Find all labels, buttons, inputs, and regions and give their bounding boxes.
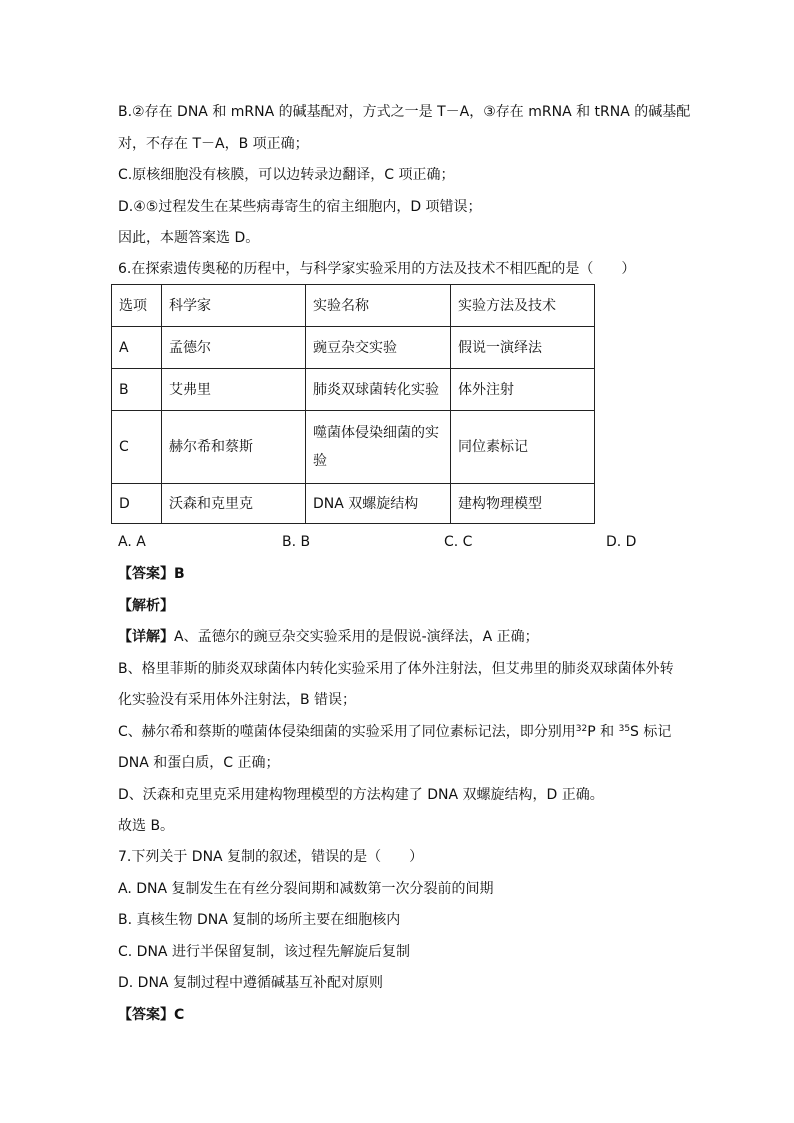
q7-option-a: A. DNA 复制发生在有丝分裂间期和减数第一次分裂前的间期 bbox=[118, 881, 494, 897]
detail-line-b2: 化实验没有采用体外注射法，B 错误； bbox=[118, 692, 357, 708]
explanation-line-c: C.原核细胞没有核膜，可以边转录边翻译，C 项正确； bbox=[118, 167, 455, 183]
q7-option-b: B. 真核生物 DNA 复制的场所主要在细胞核内 bbox=[118, 912, 401, 928]
table-cell: 孟德尔 bbox=[162, 327, 306, 369]
table-cell: 赫尔希和蔡斯 bbox=[162, 411, 306, 484]
option-b: B. B bbox=[282, 534, 311, 550]
isotope-35: 35 bbox=[618, 724, 631, 734]
table-cell: A bbox=[112, 327, 162, 369]
table-cell: 建构物理模型 bbox=[451, 484, 595, 524]
table-cell: 沃森和克里克 bbox=[162, 484, 306, 524]
table-row bbox=[112, 411, 595, 484]
question-6-stem: 6.在探索遗传奥秘的历程中，与科学家实验采用的方法及技术不相匹配的是（ ） bbox=[118, 261, 636, 277]
explanation-line-b2: 对，不存在 T－A，B 项正确； bbox=[118, 136, 309, 152]
explanation-conclusion: 因此，本题答案选 D。 bbox=[118, 230, 260, 246]
table-cell: C bbox=[112, 411, 162, 484]
question-6-analysis-title: 【解析】 bbox=[118, 598, 174, 614]
question-6-table bbox=[111, 284, 595, 524]
table-row bbox=[112, 369, 595, 411]
table-header-cell: 实验名称 bbox=[306, 285, 451, 327]
table-header-cell: 选项 bbox=[112, 285, 162, 327]
table-cell: 假说一演绎法 bbox=[451, 327, 595, 369]
table-cell: 豌豆杂交实验 bbox=[306, 327, 451, 369]
explanation-line-b1: B.②存在 DNA 和 mRNA 的碱基配对，方式之一是 T－A，③存在 mRNA 和 tRNA 的碱基配 bbox=[118, 104, 691, 120]
table-cell: 肺炎双球菌转化实验 bbox=[306, 369, 451, 411]
question-7-stem: 7.下列关于 DNA 复制的叙述，错误的是（ ） bbox=[118, 849, 424, 865]
detail-line-c1 bbox=[118, 722, 671, 742]
q7-option-d: D. DNA 复制过程中遵循碱基互补配对原则 bbox=[118, 975, 383, 991]
option-d: D. D bbox=[606, 534, 637, 550]
question-6-conclusion: 故选 B。 bbox=[118, 818, 175, 834]
table-header-cell: 实验方法及技术 bbox=[451, 285, 595, 327]
detail-line-d: D、沃森和克里克采用建构物理模型的方法构建了 DNA 双螺旋结构，D 正确。 bbox=[118, 787, 604, 803]
question-6-options bbox=[118, 532, 638, 552]
table-cell: 艾弗里 bbox=[162, 369, 306, 411]
detail-c1-text: C、赫尔希和蔡斯的噬菌体侵染细菌的实验采用了同位素标记法，即分别用 bbox=[118, 724, 576, 740]
table-cell: DNA 双螺旋结构 bbox=[306, 484, 451, 524]
detail-label: 【详解】 bbox=[118, 629, 174, 645]
detail-line-a bbox=[118, 627, 539, 647]
table-cell: 同位素标记 bbox=[451, 411, 595, 484]
isotope-32: 32 bbox=[575, 724, 588, 734]
detail-line-b1: B、格里菲斯的肺炎双球菌体内转化实验采用了体外注射法，但艾弗里的肺炎双球菌体外转 bbox=[118, 661, 674, 677]
table-cell: 噬菌体侵染细菌的实验 bbox=[306, 411, 451, 484]
table-cell: 体外注射 bbox=[451, 369, 595, 411]
option-a: A. A bbox=[118, 534, 146, 550]
detail-text-a: A、孟德尔的豌豆杂交实验采用的是假说-演绎法，A 正确； bbox=[174, 629, 539, 645]
explanation-line-d: D.④⑤过程发生在某些病毒寄生的宿主细胞内，D 项错误； bbox=[118, 199, 482, 215]
option-c: C. C bbox=[444, 534, 473, 550]
table-header-cell: 科学家 bbox=[162, 285, 306, 327]
table-cell: B bbox=[112, 369, 162, 411]
table-row bbox=[112, 484, 595, 524]
q7-option-c: C. DNA 进行半保留复制，该过程先解旋后复制 bbox=[118, 944, 410, 960]
question-6-answer: 【答案】B bbox=[118, 566, 185, 582]
detail-c1-post: S 标记 bbox=[630, 724, 672, 740]
table-cell: D bbox=[112, 484, 162, 524]
question-7-answer: 【答案】C bbox=[118, 1007, 185, 1023]
table-header-row bbox=[112, 285, 595, 327]
table-row bbox=[112, 327, 595, 369]
detail-line-c2: DNA 和蛋白质，C 正确； bbox=[118, 755, 280, 771]
detail-c1-mid: P 和 bbox=[587, 724, 615, 740]
